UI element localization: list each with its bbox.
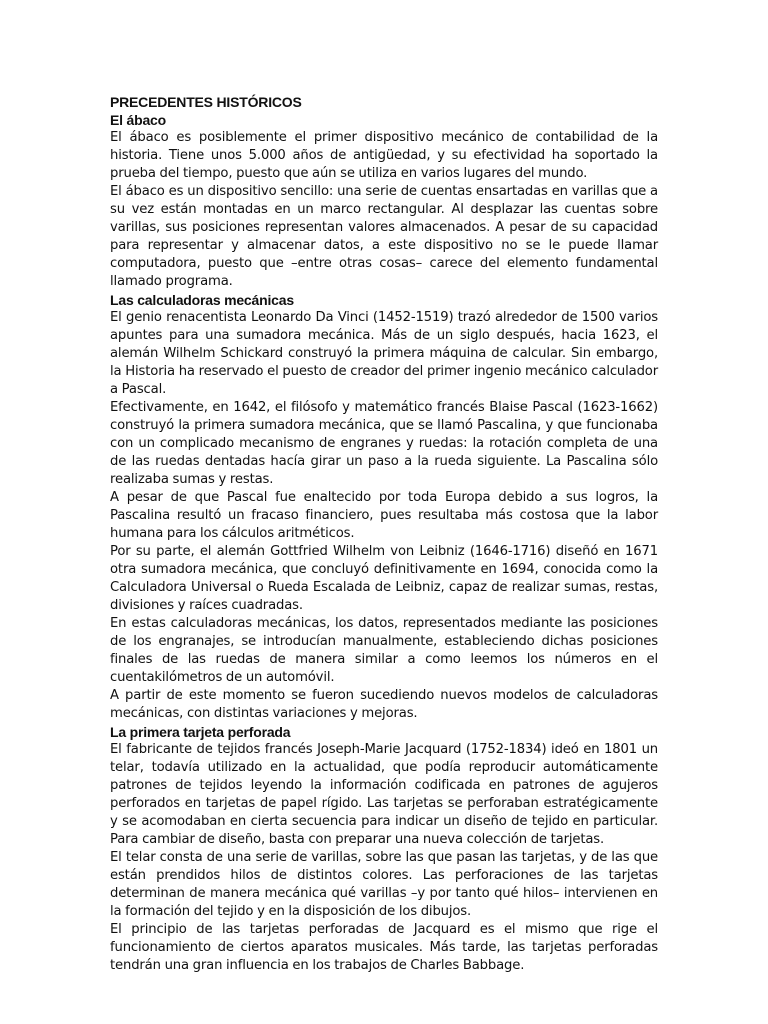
section-heading-abaco: El ábaco xyxy=(110,112,166,128)
paragraph: A partir de este momento se fueron sucediendo nuevos modelos de calculadoras mecánicas, con distintas variaciones y mejoras. xyxy=(110,688,658,721)
paragraph: Por su parte, el alemán Gottfried Wilhelm von Leibniz (1646-1716) diseñó en 1671 otra sumadora mecánica, que concluyó definitivamente en 1694, conocida como la Calculadora Universal o Rueda Escalada de Leibniz, capaz de realizar sumas, restas, divisiones y raíces cuadradas. xyxy=(110,544,658,613)
document-page xyxy=(110,93,658,975)
document-title: PRECEDENTES HISTÓRICOS xyxy=(110,94,302,110)
paragraph: El telar consta de una serie de varillas, sobre las que pasan las tarjetas, y de las que están prendidos hilos de distintos colores. Las perforaciones de las tarjetas determinan de manera mecánica qué varillas –y por tanto qué hilos– intervienen en la formación del tejido y en la disposición de los dibujos. xyxy=(110,850,658,919)
section-heading-tarjeta-perforada: La primera tarjeta perforada xyxy=(110,724,291,740)
paragraph: El fabricante de tejidos francés Joseph-Marie Jacquard (1752-1834) ideó en 1801 un telar, todavía utilizado en la actualidad, que podía reproducir automáticamente patrones de tejidos leyendo la información codificada en patrones de agujeros perforados en tarjetas de papel rígido. Las tarjetas se perforaban estratégicamente y se acomodaban en cierta secuencia para indicar un diseño de tejido en particular. Para cambiar de diseño, basta con preparar una nueva colección de tarjetas. xyxy=(110,742,658,847)
paragraph: El genio renacentista Leonardo Da Vinci (1452-1519) trazó alrededor de 1500 varios apuntes para una sumadora mecánica. Más de un siglo después, hacia 1623, el alemán Wilhelm Schickard construyó la primera máquina de calcular. Sin embargo, la Historia ha reservado el puesto de creador del primer ingenio mecánico calculador a Pascal. xyxy=(110,310,658,397)
paragraph: El principio de las tarjetas perforadas de Jacquard es el mismo que rige el funcionamiento de ciertos aparatos musicales. Más tarde, las tarjetas perforadas tendrán una gran influencia en los trabajos de Charles Babbage. xyxy=(110,922,658,973)
paragraph: En estas calculadoras mecánicas, los datos, representados mediante las posiciones de los engranajes, se introducían manualmente, estableciendo dichas posiciones finales de las ruedas de manera similar a como leemos los números en el cuentakilómetros de un automóvil. xyxy=(110,616,658,685)
section-heading-calculadoras: Las calculadoras mecánicas xyxy=(110,292,294,308)
paragraph: El ábaco es posiblemente el primer dispositivo mecánico de contabilidad de la historia. Tiene unos 5.000 años de antigüedad, y su efectividad ha soportado la prueba del tiempo, puesto que aún se utiliza en varios lugares del mundo. xyxy=(110,130,658,181)
paragraph: A pesar de que Pascal fue enaltecido por toda Europa debido a sus logros, la Pascalina resultó un fracaso financiero, pues resultaba más costosa que la labor humana para los cálculos aritméticos. xyxy=(110,490,658,541)
paragraph: Efectivamente, en 1642, el filósofo y matemático francés Blaise Pascal (1623-1662) construyó la primera sumadora mecánica, que se llamó Pascalina, y que funcionaba con un complicado mecanismo de engranes y ruedas: la rotación completa de una de las ruedas dentadas hacía girar un paso a la rueda siguiente. La Pascalina sólo realizaba sumas y restas. xyxy=(110,400,658,487)
paragraph: El ábaco es un dispositivo sencillo: una serie de cuentas ensartadas en varillas que a su vez están montadas en un marco rectangular. Al desplazar las cuentas sobre varillas, sus posiciones representan valores almacenados. A pesar de su capacidad para representar y almacenar datos, a este dispositivo no se le puede llamar computadora, puesto que –entre otras cosas– carece del elemento fundamental llamado programa. xyxy=(110,184,658,289)
